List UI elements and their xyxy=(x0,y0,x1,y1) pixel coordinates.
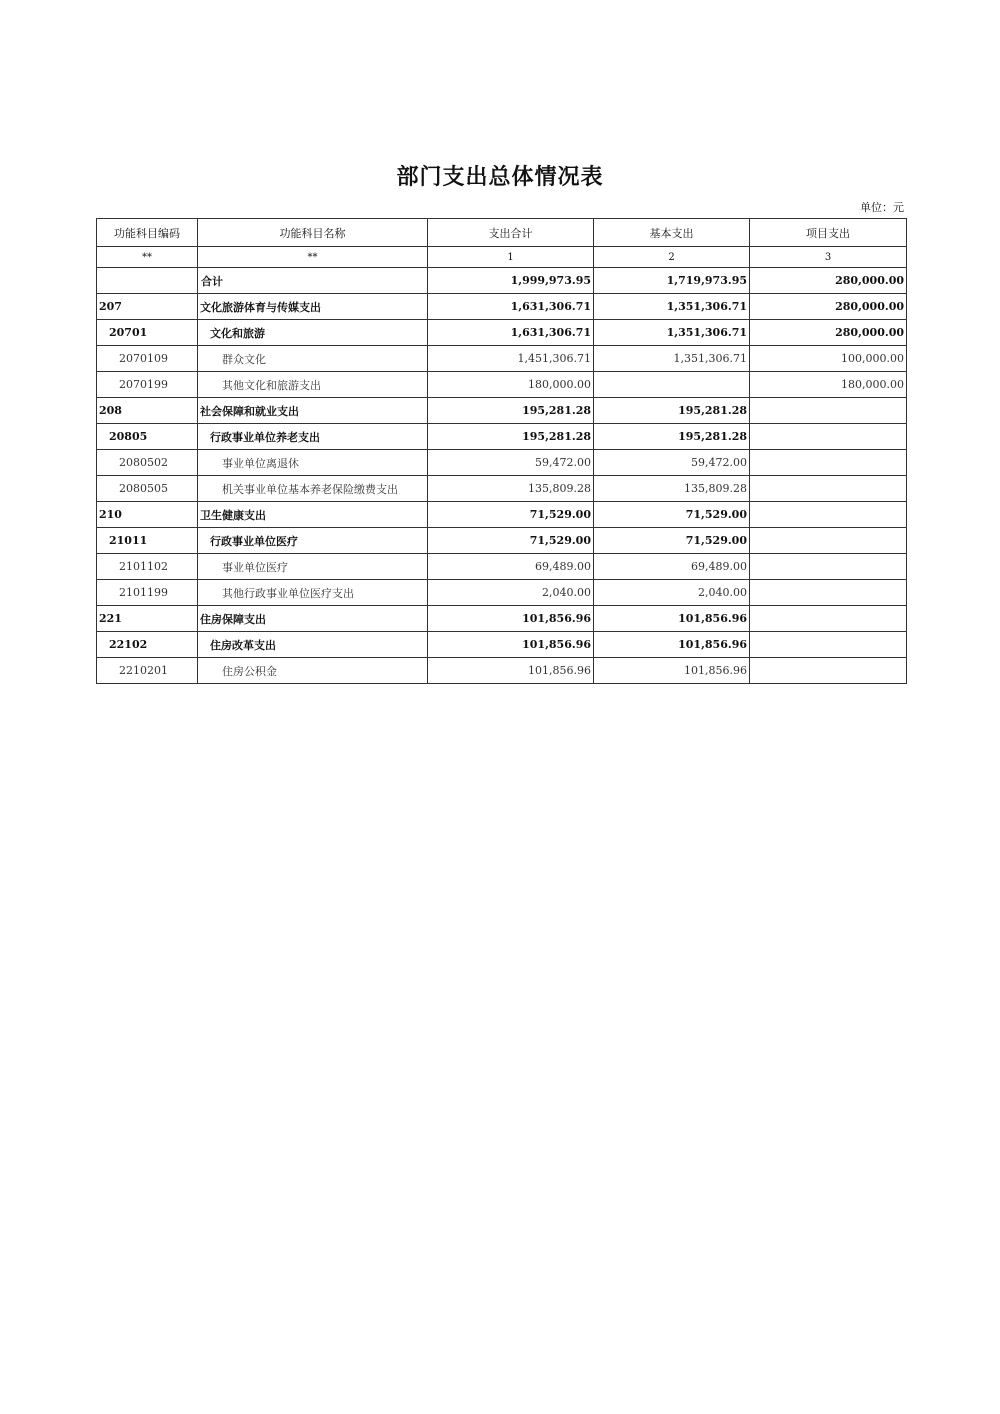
header-project: 项目支出 xyxy=(750,219,907,247)
cell-total: 2,040.00 xyxy=(428,580,594,606)
cell-basic: 59,472.00 xyxy=(594,450,750,476)
cell-code: 21011 xyxy=(97,528,198,554)
table-row xyxy=(97,372,907,398)
cell-name: 行政事业单位养老支出 xyxy=(198,424,428,450)
cell-name: 其他文化和旅游支出 xyxy=(198,372,428,398)
cell-basic: 101,856.96 xyxy=(594,606,750,632)
cell-basic: 1,719,973.95 xyxy=(594,268,750,294)
cell-basic: 1,351,306.71 xyxy=(594,346,750,372)
cell-total: 101,856.96 xyxy=(428,606,594,632)
cell-name: 文化旅游体育与传媒支出 xyxy=(198,294,428,320)
cell-total: 195,281.28 xyxy=(428,424,594,450)
cell-project: 280,000.00 xyxy=(750,268,907,294)
cell-basic: 195,281.28 xyxy=(594,398,750,424)
cell-code: 208 xyxy=(97,398,198,424)
cell-total: 1,999,973.95 xyxy=(428,268,594,294)
cell-total: 195,281.28 xyxy=(428,398,594,424)
cell-name: 群众文化 xyxy=(198,346,428,372)
header-name: 功能科目名称 xyxy=(198,219,428,247)
index-total: 1 xyxy=(428,247,594,268)
table-row xyxy=(97,320,907,346)
cell-project: 280,000.00 xyxy=(750,320,907,346)
cell-basic: 1,351,306.71 xyxy=(594,294,750,320)
cell-code: 20701 xyxy=(97,320,198,346)
cell-project xyxy=(750,450,907,476)
cell-name: 住房公积金 xyxy=(198,658,428,684)
header-basic: 基本支出 xyxy=(594,219,750,247)
cell-code: 2101199 xyxy=(97,580,198,606)
header-total: 支出合计 xyxy=(428,219,594,247)
table-row xyxy=(97,606,907,632)
cell-name: 住房改革支出 xyxy=(198,632,428,658)
header-code: 功能科目编码 xyxy=(97,219,198,247)
cell-code: 210 xyxy=(97,502,198,528)
cell-name: 合计 xyxy=(198,268,428,294)
cell-project xyxy=(750,658,907,684)
cell-total: 101,856.96 xyxy=(428,632,594,658)
cell-project xyxy=(750,606,907,632)
cell-total: 59,472.00 xyxy=(428,450,594,476)
cell-project xyxy=(750,632,907,658)
index-name: ** xyxy=(198,247,428,268)
cell-code: 22102 xyxy=(97,632,198,658)
table-row xyxy=(97,554,907,580)
cell-name: 文化和旅游 xyxy=(198,320,428,346)
cell-total: 71,529.00 xyxy=(428,528,594,554)
table-row xyxy=(97,450,907,476)
cell-total: 180,000.00 xyxy=(428,372,594,398)
table-row xyxy=(97,424,907,450)
cell-basic: 101,856.96 xyxy=(594,658,750,684)
cell-project xyxy=(750,580,907,606)
cell-name: 行政事业单位医疗 xyxy=(198,528,428,554)
cell-total: 71,529.00 xyxy=(428,502,594,528)
cell-code xyxy=(97,268,198,294)
unit-label: 单位：元 xyxy=(860,201,904,214)
cell-project: 180,000.00 xyxy=(750,372,907,398)
table-row xyxy=(97,346,907,372)
cell-project xyxy=(750,502,907,528)
cell-basic: 1,351,306.71 xyxy=(594,320,750,346)
cell-code: 207 xyxy=(97,294,198,320)
cell-code: 20805 xyxy=(97,424,198,450)
cell-code: 2080505 xyxy=(97,476,198,502)
cell-total: 1,631,306.71 xyxy=(428,320,594,346)
page-title: 部门支出总体情况表 xyxy=(396,164,604,190)
cell-code: 2070109 xyxy=(97,346,198,372)
cell-project xyxy=(750,528,907,554)
header-row xyxy=(97,219,907,247)
cell-basic: 101,856.96 xyxy=(594,632,750,658)
cell-project xyxy=(750,424,907,450)
cell-project xyxy=(750,554,907,580)
cell-total: 1,631,306.71 xyxy=(428,294,594,320)
index-project: 3 xyxy=(750,247,907,268)
cell-basic: 71,529.00 xyxy=(594,502,750,528)
cell-name: 住房保障支出 xyxy=(198,606,428,632)
cell-project: 100,000.00 xyxy=(750,346,907,372)
cell-basic: 195,281.28 xyxy=(594,424,750,450)
cell-code: 2080502 xyxy=(97,450,198,476)
table-row xyxy=(97,476,907,502)
cell-name: 事业单位医疗 xyxy=(198,554,428,580)
cell-project xyxy=(750,398,907,424)
index-code: ** xyxy=(97,247,198,268)
table-row xyxy=(97,294,907,320)
cell-basic: 135,809.28 xyxy=(594,476,750,502)
cell-total: 101,856.96 xyxy=(428,658,594,684)
cell-basic: 71,529.00 xyxy=(594,528,750,554)
cell-basic xyxy=(594,372,750,398)
cell-code: 2070199 xyxy=(97,372,198,398)
cell-name: 机关事业单位基本养老保险缴费支出 xyxy=(198,476,428,502)
cell-code: 2101102 xyxy=(97,554,198,580)
table-row xyxy=(97,268,907,294)
cell-total: 1,451,306.71 xyxy=(428,346,594,372)
table-row xyxy=(97,658,907,684)
cell-basic: 69,489.00 xyxy=(594,554,750,580)
cell-project: 280,000.00 xyxy=(750,294,907,320)
cell-name: 社会保障和就业支出 xyxy=(198,398,428,424)
cell-name: 卫生健康支出 xyxy=(198,502,428,528)
cell-total: 69,489.00 xyxy=(428,554,594,580)
cell-total: 135,809.28 xyxy=(428,476,594,502)
cell-code: 2210201 xyxy=(97,658,198,684)
table-row xyxy=(97,398,907,424)
cell-name: 事业单位离退休 xyxy=(198,450,428,476)
table-row xyxy=(97,528,907,554)
expenditure-table xyxy=(96,218,907,684)
cell-code: 221 xyxy=(97,606,198,632)
index-basic: 2 xyxy=(594,247,750,268)
table-row xyxy=(97,580,907,606)
table-row xyxy=(97,632,907,658)
cell-basic: 2,040.00 xyxy=(594,580,750,606)
index-row xyxy=(97,247,907,268)
table-row xyxy=(97,502,907,528)
cell-project xyxy=(750,476,907,502)
cell-name: 其他行政事业单位医疗支出 xyxy=(198,580,428,606)
